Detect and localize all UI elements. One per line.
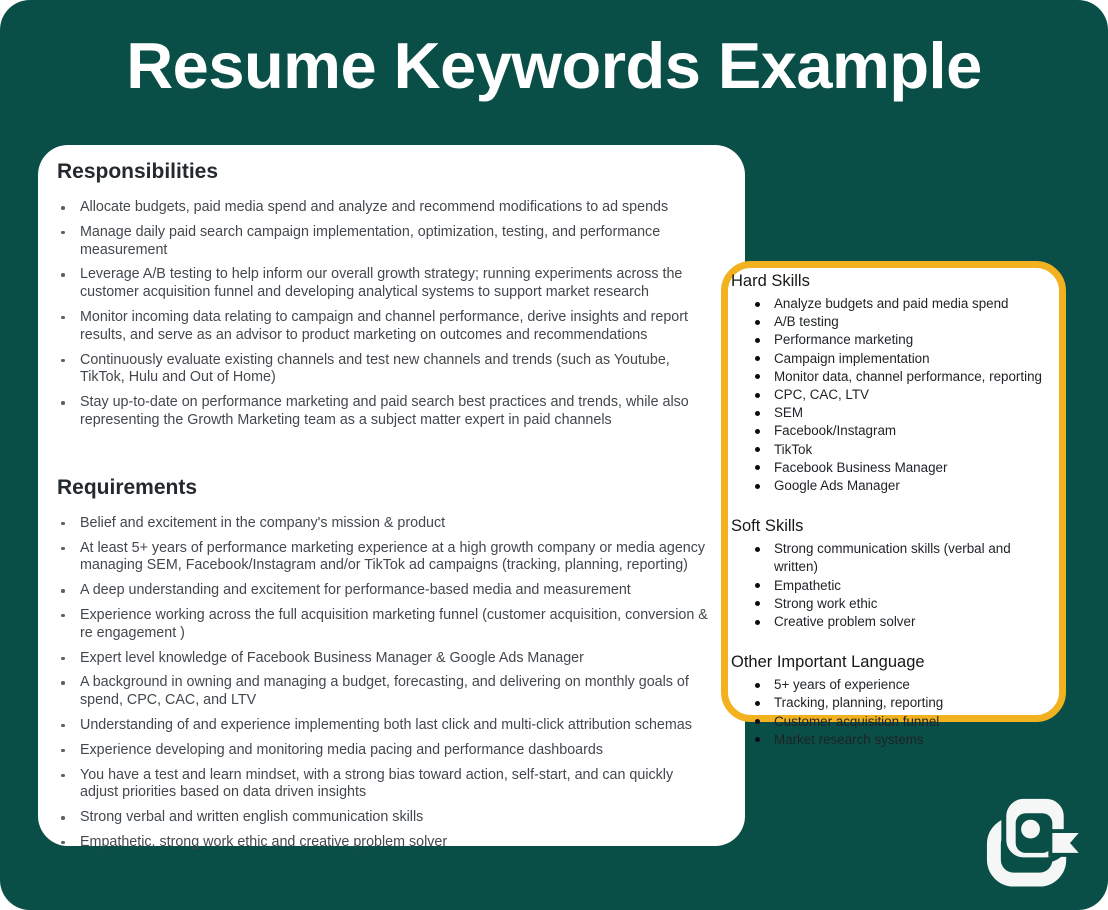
- list-item-text: Understanding of and experience implementing both last click and multi-click attribution schemas: [80, 716, 692, 733]
- list-item-text: Manage daily paid search campaign implementation, optimization, testing, and performance measurement: [80, 223, 661, 258]
- bullet-dot-icon: [755, 737, 760, 742]
- list-item: [731, 313, 1053, 331]
- list-item: [57, 540, 715, 576]
- job-description-card: [38, 145, 745, 850]
- bullet-dot-icon: [61, 749, 65, 753]
- bullet-dot-icon: [61, 681, 65, 685]
- list-item: [57, 582, 715, 600]
- list-item: [57, 352, 715, 388]
- list-item: [57, 717, 715, 735]
- responsibilities-section: [57, 158, 715, 430]
- list-item: [731, 595, 1053, 613]
- bullet-dot-icon: [61, 316, 65, 320]
- list-item-text: Analyze budgets and paid media spend: [774, 296, 1009, 311]
- other-language-group: [731, 651, 1053, 749]
- bullet-dot-icon: [755, 701, 760, 706]
- bullet-dot-icon: [61, 273, 65, 277]
- list-item-text: Customer acquisition funnel: [774, 713, 940, 729]
- bullet-dot-icon: [755, 447, 760, 452]
- list-item-text: At least 5+ years of performance marketing experience at a high growth company or media agency managing SEM, Facebook/Instagram and/or TikTok ad campaigns (tracking, planning, reporting): [80, 539, 706, 574]
- list-item: [731, 613, 1053, 631]
- list-item: [57, 674, 715, 710]
- list-item: [57, 224, 715, 260]
- list-item: [57, 834, 715, 852]
- bullet-dot-icon: [61, 359, 65, 363]
- list-item-text: Leverage A/B testing to help inform our overall growth strategy; running experiments across the customer acquisition funnel and developing analytical systems to support market research: [80, 266, 683, 301]
- requirements-heading: Requirements: [57, 475, 198, 499]
- responsibilities-list: [57, 199, 715, 430]
- list-item-text: Expert level knowledge of Facebook Business Manager & Google Ads Manager: [80, 649, 584, 666]
- bullet-dot-icon: [61, 589, 65, 593]
- list-item: [731, 404, 1053, 422]
- bullet-dot-icon: [61, 724, 65, 728]
- list-item: [57, 199, 715, 217]
- list-item-text: Campaign implementation: [774, 350, 930, 366]
- list-item: [731, 295, 1053, 313]
- list-item: [731, 441, 1053, 459]
- bullet-dot-icon: [61, 401, 65, 405]
- bullet-dot-icon: [755, 719, 760, 724]
- responsibilities-heading: Responsibilities: [57, 160, 219, 183]
- list-item: [57, 767, 715, 803]
- bullet-dot-icon: [61, 522, 65, 526]
- list-item-text: Strong communication skills (verbal and written): [774, 541, 1011, 575]
- bullet-dot-icon: [61, 841, 65, 845]
- list-item: [731, 422, 1053, 440]
- soft-skills-list: [731, 540, 1053, 631]
- list-item-text: Market research systems: [774, 731, 924, 747]
- bullet-dot-icon: [61, 657, 65, 661]
- list-item-text: Empathetic, strong work ethic and creative problem solver: [80, 833, 448, 850]
- bullet-dot-icon: [755, 393, 760, 398]
- list-item-text: Belief and excitement in the company's mission & product: [80, 514, 446, 531]
- list-item: [57, 394, 715, 430]
- bullet-dot-icon: [755, 484, 760, 489]
- list-item-text: Experience working across the full acquisition marketing funnel (customer acquisition, conversion & re engagement ): [80, 606, 708, 641]
- bullet-dot-icon: [755, 320, 760, 325]
- list-item-text: A background in owning and managing a budget, forecasting, and delivering on monthly goals of spend, CPC, CAC, and LTV: [80, 674, 689, 709]
- list-item-text: Google Ads Manager: [774, 478, 900, 494]
- list-item: [731, 694, 1053, 712]
- list-item-text: SEM: [774, 405, 804, 421]
- teal-bird-logo-icon: [983, 792, 1087, 887]
- list-item: [57, 266, 715, 302]
- list-item: [731, 713, 1053, 731]
- list-item: [57, 515, 715, 533]
- page-title: Resume Keywords Example: [126, 29, 982, 102]
- list-item-text: Experience developing and monitoring media pacing and performance dashboards: [80, 741, 603, 758]
- list-item-text: Continuously evaluate existing channels and test new channels and trends (such as Youtube, TikTok, Hulu and Out of Home): [80, 351, 670, 386]
- list-item-text: Strong work ethic: [774, 595, 878, 611]
- list-item: [731, 477, 1053, 495]
- bullet-dot-icon: [755, 374, 760, 379]
- list-item-text: Tracking, planning, reporting: [774, 695, 944, 711]
- list-item: [57, 309, 715, 345]
- bullet-dot-icon: [755, 338, 760, 343]
- list-item-text: Allocate budgets, paid media spend and analyze and recommend modifications to ad spends: [80, 199, 669, 215]
- list-item: [731, 368, 1053, 386]
- list-item-text: Facebook/Instagram: [774, 423, 897, 439]
- requirements-section: [57, 474, 715, 852]
- soft-skills-group: [731, 515, 1053, 631]
- bullet-dot-icon: [61, 206, 65, 210]
- list-item: [731, 386, 1053, 404]
- list-item-text: Creative problem solver: [774, 614, 916, 630]
- list-item: [731, 331, 1053, 349]
- list-item-text: Strong verbal and written english communication skills: [80, 809, 424, 826]
- list-item: [731, 459, 1053, 477]
- other-language-heading: Other Important Language: [731, 653, 925, 672]
- list-item: [731, 577, 1053, 595]
- bullet-dot-icon: [755, 356, 760, 361]
- list-item-text: A deep understanding and excitement for performance-based media and measurement: [80, 582, 631, 599]
- bullet-dot-icon: [755, 547, 760, 552]
- soft-skills-heading: Soft Skills: [731, 517, 804, 536]
- list-item: [731, 540, 1053, 576]
- list-item-text: Monitor data, channel performance, reporting: [774, 368, 1042, 384]
- list-item: [731, 676, 1053, 694]
- list-item: [57, 607, 715, 643]
- list-item: [731, 350, 1053, 368]
- bullet-dot-icon: [755, 620, 760, 625]
- bullet-dot-icon: [755, 465, 760, 470]
- bullet-dot-icon: [61, 774, 65, 778]
- other-language-list: [731, 676, 1053, 749]
- bullet-dot-icon: [755, 583, 760, 588]
- list-item: [57, 809, 715, 827]
- bullet-dot-icon: [755, 302, 760, 307]
- list-item: [731, 731, 1053, 749]
- bullet-dot-icon: [755, 429, 760, 434]
- bullet-dot-icon: [61, 816, 65, 820]
- bullet-dot-icon: [61, 614, 65, 618]
- bullet-dot-icon: [61, 231, 65, 235]
- list-item-text: TikTok: [774, 441, 813, 457]
- list-item-text: You have a test and learn mindset, with a strong bias toward action, self-start, and can quickly adjust priorities based on data driven insights: [80, 766, 674, 801]
- list-item-text: Stay up-to-date on performance marketing and paid search best practices and trends, while also representing the Growth Marketing team as a subject matter expert in paid channels: [80, 394, 689, 428]
- list-item-text: Facebook Business Manager: [774, 459, 948, 475]
- list-item: [57, 742, 715, 760]
- bullet-dot-icon: [755, 683, 760, 688]
- hard-skills-group: [731, 270, 1053, 495]
- bullet-dot-icon: [755, 601, 760, 606]
- bullet-dot-icon: [61, 547, 65, 551]
- list-item-text: CPC, CAC, LTV: [774, 387, 869, 403]
- list-item-text: A/B testing: [774, 314, 839, 330]
- keywords-highlight-panel: [721, 261, 1066, 747]
- list-item-text: Monitor incoming data relating to campaign and channel performance, derive insights and report results, and serve as an advisor to product marketing on outcomes and recommendations: [80, 308, 688, 343]
- hard-skills-heading: Hard Skills: [731, 272, 810, 290]
- bullet-dot-icon: [755, 411, 760, 416]
- list-item: [57, 650, 715, 668]
- list-item-text: Empathetic: [774, 577, 841, 593]
- list-item-text: Performance marketing: [774, 332, 914, 348]
- hard-skills-list: [731, 295, 1053, 495]
- list-item-text: 5+ years of experience: [774, 677, 910, 693]
- requirements-list: [57, 515, 715, 852]
